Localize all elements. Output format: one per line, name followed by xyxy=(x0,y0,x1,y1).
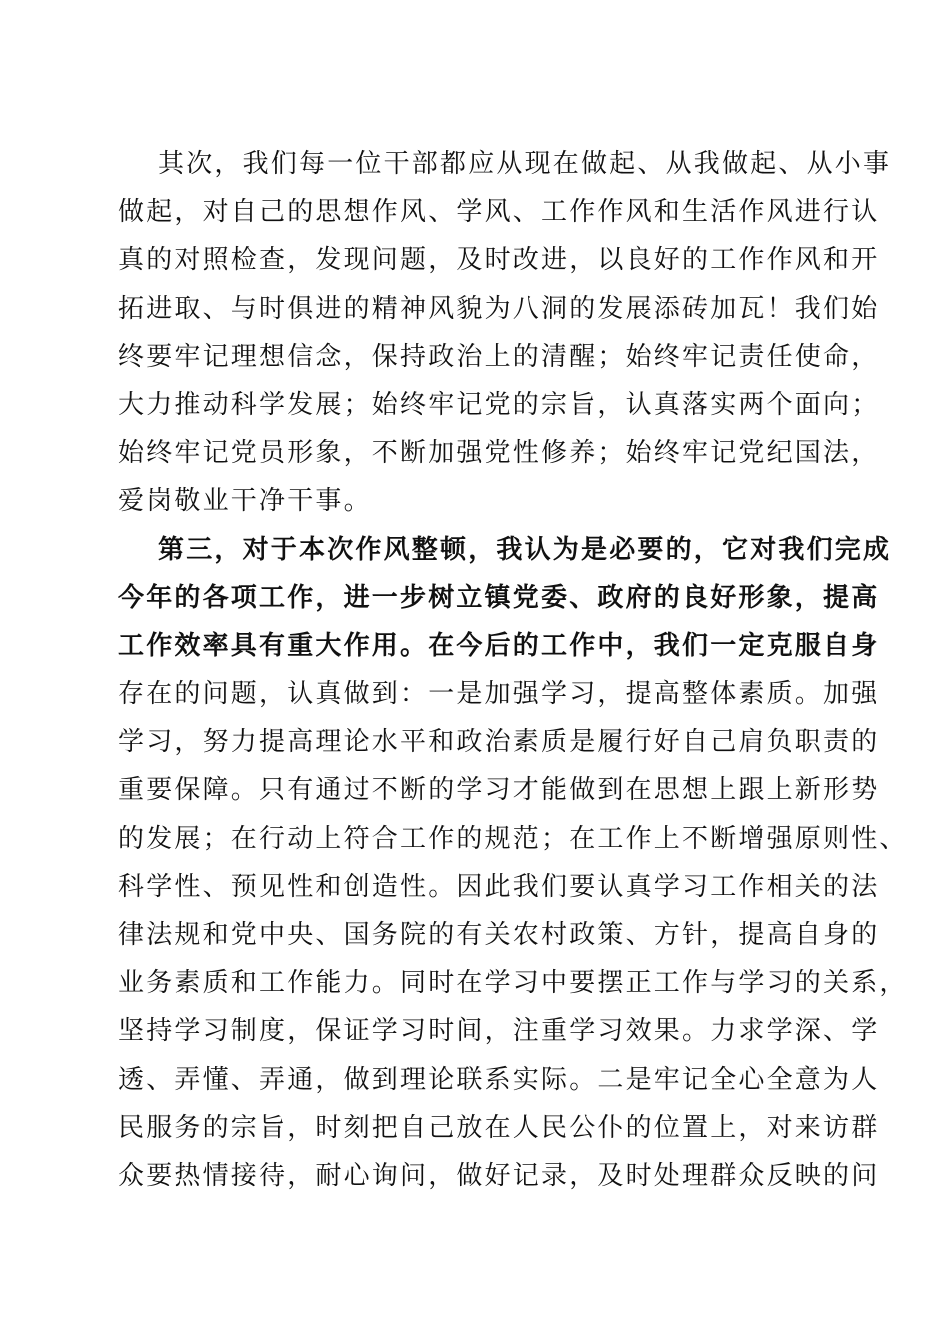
text-line: 其次，我们每一位干部都应从现在做起、从我做起、从小事 xyxy=(158,149,892,179)
document-body xyxy=(118,140,908,1200)
text-line: 的发展；在行动上符合工作的规范；在工作上不断增强原则性、 xyxy=(118,823,908,854)
text-line: 第三，对于本次作风整顿，我认为是必要的，它对我们完成 xyxy=(158,534,892,565)
text-line: 做起，对自己的思想作风、学风、工作作风和生活作风进行认 xyxy=(118,197,880,228)
text-line: 终要牢记理想信念，保持政治上的清醒；始终牢记责任使命， xyxy=(118,341,880,372)
text-line: 科学性、预见性和创造性。因此我们要认真学习工作相关的法 xyxy=(118,871,880,902)
text-line: 大力推动科学发展；始终牢记党的宗旨，认真落实两个面向； xyxy=(118,389,880,420)
text-line: 爱岗敬业干净干事。 xyxy=(118,486,372,517)
text-line: 民服务的宗旨，时刻把自己放在人民公仆的位置上，对来访群 xyxy=(118,1112,880,1143)
paragraph-2 xyxy=(118,526,908,1201)
text-line: 学习，努力提高理论水平和政治素质是履行好自己肩负职责的 xyxy=(118,727,880,758)
text-line: 真的对照检查，发现问题，及时改进，以良好的工作作风和开 xyxy=(118,245,880,276)
text-line: 众要热情接待，耐心询问，做好记录，及时处理群众反映的问 xyxy=(118,1160,880,1191)
text-line: 工作效率具有重大作用。在今后的工作中，我们一定克服自身 xyxy=(118,630,880,661)
text-line: 始终牢记党员形象，不断加强党性修养；始终牢记党纪国法， xyxy=(118,438,880,469)
text-line: 今年的各项工作，进一步树立镇党委、政府的良好形象，提高 xyxy=(118,582,880,613)
text-line: 业务素质和工作能力。同时在学习中要摆正工作与学习的关系， xyxy=(118,968,908,999)
text-line: 坚持学习制度，保证学习时间，注重学习效果。力求学深、学 xyxy=(118,1016,880,1047)
text-line: 存在的问题，认真做到：一是加强学习，提高整体素质。加强 xyxy=(118,679,880,710)
text-line: 拓进取、与时俱进的精神风貌为八洞的发展添砖加瓦！我们始 xyxy=(118,293,880,324)
text-line: 律法规和党中央、国务院的有关农村政策、方针，提高自身的 xyxy=(118,920,880,950)
text-line: 透、弄懂、弄通，做到理论联系实际。二是牢记全心全意为人 xyxy=(118,1064,880,1095)
paragraph-1 xyxy=(118,140,892,526)
text-line: 重要保障。只有通过不断的学习才能做到在思想上跟上新形势 xyxy=(118,775,880,806)
